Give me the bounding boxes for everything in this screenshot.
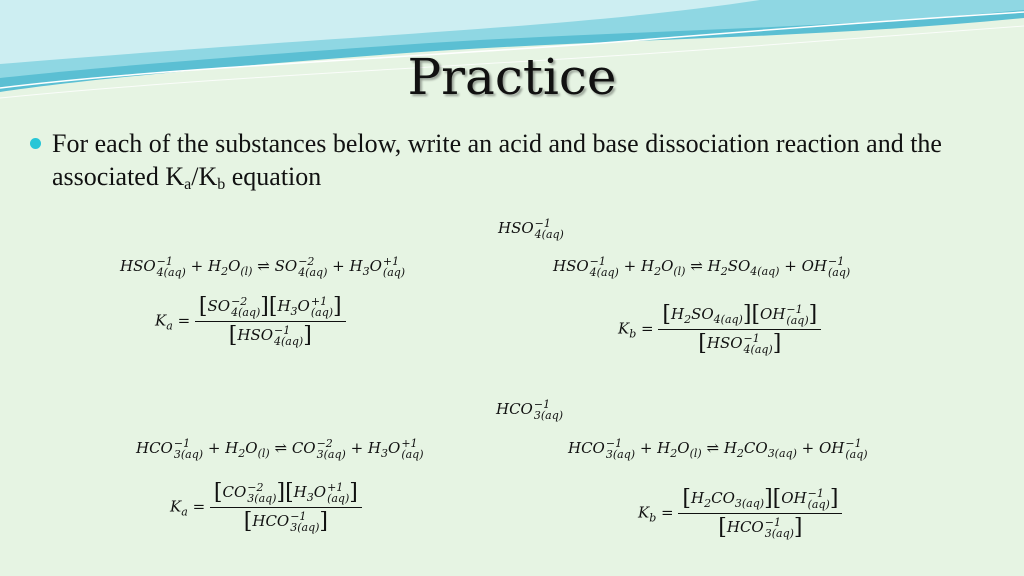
ka-equation-hso4: $K_a$ = [SO −2 4(aq) ][$H_3O$ +1 (aq) ] [HSO −1 4(aq) ] [155,296,346,347]
acid-reaction-hso4: HSO −1 4(aq) + $H_2O_{(l)}$ ⇌ SO −2 4(aq) + $H_3O$ +1 (aq) [120,255,406,279]
bullet-dot-icon [30,138,41,149]
ka-equation-hco3: $K_a$ = [CO −2 3(aq) ][$H_3O$ +1 (aq) ] [HCO −1 3(aq) ] [170,482,362,533]
page-title: Practice [407,48,617,106]
kb-equation-hco3: $K_b$ = $[H_2CO_{3(aq)}][OH$ −1 (aq) ] [HCO −1 3(aq) ] [638,488,842,539]
instruction-text: For each of the substances below, write an acid and base dissociation reaction and the associated $K_a/K_b$ equation [52,129,942,193]
kb-equation-hso4: $K_b$ = $[H_2SO_{4(aq)}][OH$ −1 (aq) ] [HSO −1 4(aq) ] [618,304,821,355]
acid-reaction-hco3: HCO −1 3(aq) + $H_2O_{(l)}$ ⇌ CO −2 3(aq) + $H_3O$ +1 (aq) [136,437,424,461]
species-label-hco3: HCO −1 3(aq) [496,398,564,422]
species-label-hso4: HSO −1 4(aq) [498,217,564,241]
base-reaction-hso4: HSO −1 4(aq) + $H_2O_{(l)}$ ⇌ $H_2SO_{4(aq)}$ + OH −1 (aq) [553,255,851,279]
base-reaction-hco3: HCO −1 3(aq) + $H_2O_{(l)}$ ⇌ $H_2CO_{3(aq)}$ + OH −1 (aq) [568,437,868,461]
